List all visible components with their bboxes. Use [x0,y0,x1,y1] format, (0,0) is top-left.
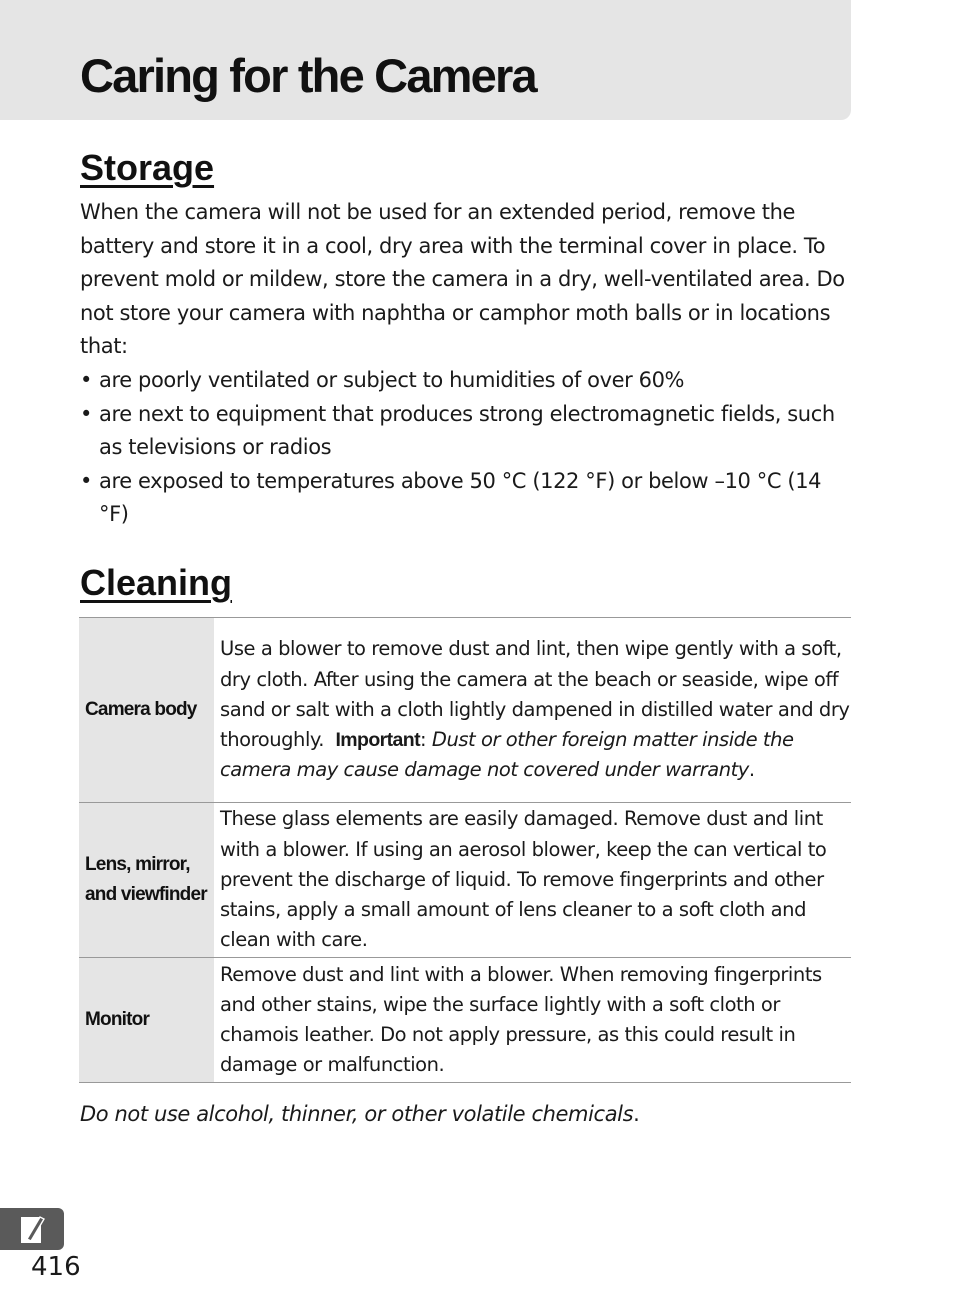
table-row [79,618,851,803]
list-item [80,465,852,532]
section-tab [0,1208,64,1250]
warning-text: Do not use alcohol, thinner, or other volatile chemicals [80,1102,634,1126]
cleaning-warning-note [80,1097,639,1131]
row-label-camera-body: Camera body [79,618,214,803]
storage-bullet-list [80,364,852,532]
table-row [79,803,851,958]
row-description-camera-body [214,618,851,803]
important-end: . [748,758,755,782]
warning-end: . [633,1102,640,1126]
important-separator: : [420,728,427,752]
technical-notes-icon [20,1213,46,1245]
row-description-lens-mirror-viewfinder: These glass elements are easily damaged. Remove dust and lint with a blower. If using an aerosol blower, keep the can vertical to prevent the discharge of liquid. To remove fingerprints and other stains, apply a small amount of lens cleaner to a soft cloth and clean with care. [214,803,851,958]
important-label: Important [335,729,420,752]
bullet-text: are next to equipment that produces strong electromagnetic fields, such as televisions or radios [99,401,835,460]
bullet-marker: • [80,468,92,493]
bullet-text: are poorly ventilated or subject to humidities of over 60% [99,368,685,392]
storage-paragraph: When the camera will not be used for an extended period, remove the battery and store it in a cool, dry area with the terminal cover in place. To prevent mold or mildew, store the camera in a dry, well-ventilated area. Do not store your camera with naphtha or camphor moth balls or in locations that: [80,200,845,359]
row-description-monitor: Remove dust and lint with a blower. When removing fingerprints and other stains, wipe the surface lightly with a soft cloth or chamois leather. Do not apply pressure, as this could result in damage or malfunction. [214,958,851,1083]
page-number: 416 [31,1252,81,1282]
bullet-text: are exposed to temperatures above 50 °C (122 °F) or below –10 °C (14 °F) [99,468,822,527]
storage-heading: Storage [80,147,215,188]
cleaning-heading: Cleaning [80,562,233,603]
bullet-marker: • [80,368,92,392]
list-item [80,364,852,398]
row-label-monitor: Monitor [79,958,214,1083]
cleaning-table [79,617,851,1083]
row-label-lens-mirror-viewfinder: Lens, mirror, and viewfinder [79,803,214,958]
table-row [79,958,851,1083]
description-text: Use a blower to remove dust and lint, then wipe gently with a soft, dry cloth. After using the camera at the beach or seaside, wipe off sand or salt with a cloth lightly dampened in distilled water and dry thoroughly. [220,637,850,752]
list-item [80,398,852,465]
page-title: Caring for the Camera [80,49,536,102]
important-text: Dust or other foreign matter inside the camera may cause damage not covered under warranty [220,728,794,782]
bullet-marker: • [80,401,92,426]
